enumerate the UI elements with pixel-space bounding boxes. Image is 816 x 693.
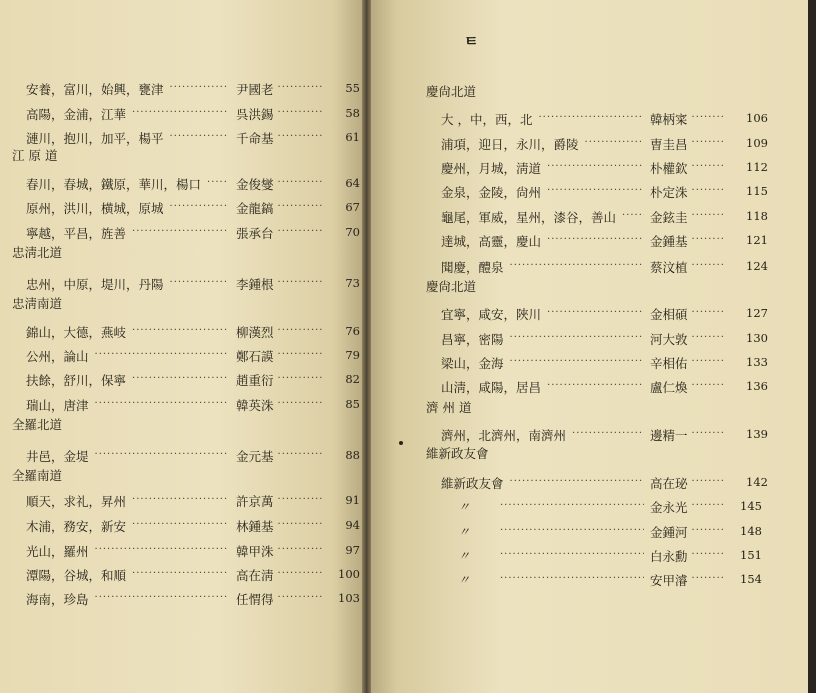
ditto-mark: 〃 [458,500,471,514]
dot-leader [278,325,322,336]
page-number: 136 [746,379,768,393]
page-number: 97 [345,543,360,557]
section-heading: 濟 州 道 [426,400,472,415]
dot-leader [692,234,726,245]
dot-leader [278,544,322,555]
ink-speck [399,441,403,445]
dot-leader [547,380,644,391]
district-list: 聞慶，醴泉 [441,260,504,275]
member-name: 金鍾基 [650,234,688,249]
page-number: 73 [345,276,360,290]
dot-leader [692,260,726,271]
member-name: 金相碩 [650,307,688,322]
dot-leader [692,476,726,487]
page-number: 145 [740,499,762,513]
district-list: 高陽，金浦，江華 [26,107,127,122]
dot-leader [278,519,322,530]
dot-leader [692,112,726,123]
dot-leader [510,332,644,343]
dot-leader [547,234,644,245]
member-name: 安甲濬 [650,573,688,588]
dot-leader [692,137,726,148]
dot-leader [170,82,228,93]
dot-leader [278,131,322,142]
dot-leader [547,307,644,318]
section-heading: 全羅北道 [12,417,63,432]
page-number: 58 [345,106,360,120]
dot-leader [547,161,644,172]
section-heading: 忠淸南道 [12,296,63,311]
dot-leader [500,549,644,560]
district-list: 龜尾，軍威，星州，漆谷，善山 [441,210,617,225]
dot-leader [692,525,726,536]
district-list: 井邑，金堤 [26,449,89,464]
dot-leader [547,185,644,196]
page-number: 85 [345,397,360,411]
member-name: 金元基 [236,449,274,464]
district-list: 昌寧，密陽 [441,332,504,347]
district-list: 浦項，迎日，永川，爵陵 [441,137,579,152]
dot-leader [500,500,644,511]
page-number: 124 [746,259,768,273]
dot-leader [132,226,228,237]
dot-leader [572,428,644,439]
section-heading: 全羅南道 [12,468,63,483]
member-name: 朴權欽 [650,161,688,176]
member-name: 邊精一 [650,428,688,443]
dot-leader [278,349,322,360]
dot-leader [278,494,322,505]
dot-leader [95,398,228,409]
district-list: 光山，羅州 [26,544,89,559]
dot-leader [510,356,644,367]
dot-leader [170,277,228,288]
page-number: 67 [345,200,360,214]
district-list: 山淸，咸陽，居昌 [441,380,542,395]
district-list: 原州，洪川，横城，原城 [26,201,164,216]
page-number: 55 [345,81,360,95]
dot-leader [692,500,726,511]
dot-leader [500,573,644,584]
dot-leader [207,177,228,188]
ditto-mark: 〃 [458,525,471,539]
dot-leader [692,428,726,439]
page-number: 79 [345,348,360,362]
section-heading: 江 原 道 [12,148,58,163]
dot-leader [510,260,644,271]
district-list: 扶餘，舒川，保寧 [26,373,127,388]
dot-leader [132,519,228,530]
member-name: 鄭石謨 [236,349,274,364]
member-name: 金龍鎬 [236,201,274,216]
member-name: 金鉉圭 [650,210,688,225]
dot-leader [510,476,644,487]
dot-leader [132,568,228,579]
page-number: 121 [746,233,768,247]
district-list: 維新政友會 [441,476,504,491]
page-edge [808,0,816,693]
district-list: 忠州，中原，堤川，丹陽 [26,277,164,292]
district-list: 公州，論山 [26,349,89,364]
member-name: 任㥜得 [236,592,274,607]
district-list: 春川，春城，鐵原，華川，楊口 [26,177,202,192]
dot-leader [692,307,726,318]
dot-leader [278,277,322,288]
section-heading: 忠淸北道 [12,245,63,260]
district-list: 安養，富川，始興，甕津 [26,82,164,97]
ditto-mark: 〃 [458,549,471,563]
member-name: 河大敦 [650,332,688,347]
section-heading: 維新政友會 [426,446,489,461]
district-list: 慶州，月城，淸道 [441,161,542,176]
district-list: 金泉，金陵，尙州 [441,185,542,200]
dot-leader [692,549,726,560]
page-number: 142 [746,475,768,489]
dot-leader [95,449,228,460]
book-gutter [362,0,371,693]
dot-leader [278,177,322,188]
district-list: 梁山，金海 [441,356,504,371]
member-name: 高在淸 [236,568,274,583]
district-list: 寧越，平昌，旌善 [26,226,127,241]
page-marker: ㅌ [464,32,479,50]
member-name: 林鍾基 [236,519,274,534]
page-number: 76 [345,324,360,338]
member-name: 許京萬 [236,494,274,509]
page-number: 127 [746,306,768,320]
section-heading: 慶尙北道 [426,279,477,294]
page-number: 64 [345,176,360,190]
page-number: 130 [746,331,768,345]
dot-leader [95,544,228,555]
page-number: 151 [740,548,762,562]
dot-leader [170,131,228,142]
ditto-mark: 〃 [458,573,471,587]
page-number: 118 [746,209,768,223]
dot-leader [132,325,228,336]
dot-leader [278,592,322,603]
dot-leader [278,373,322,384]
dot-leader [692,185,726,196]
member-name: 韓柄寀 [650,112,688,127]
dot-leader [170,201,228,212]
dot-leader [692,332,726,343]
dot-leader [692,161,726,172]
member-name: 金永光 [650,500,688,515]
member-name: 李鍾根 [236,277,274,292]
district-list: 宜寧，咸安，陜川 [441,307,542,322]
dot-leader [692,210,726,221]
page-number: 109 [746,136,768,150]
dot-leader [692,356,726,367]
dot-leader [500,525,644,536]
page-number: 100 [338,567,360,581]
dot-leader [95,592,228,603]
dot-leader [278,201,322,212]
member-name: 尹國老 [236,82,274,97]
page-number: 103 [338,591,360,605]
member-name: 白永勳 [650,549,688,564]
right-page [371,0,808,693]
page-number: 115 [746,184,768,198]
member-name: 金俊燮 [236,177,274,192]
district-list: 潭陽，谷城，和順 [26,568,127,583]
member-name: 辛相佑 [650,356,688,371]
member-name: 柳漢烈 [236,325,274,340]
member-name: 趙重衍 [236,373,274,388]
member-name: 盧仁煥 [650,380,688,395]
member-name: 朴定洙 [650,185,688,200]
dot-leader [585,137,644,148]
member-name: 張承台 [236,226,274,241]
dot-leader [692,380,726,391]
district-list: 順天，求礼，昇州 [26,494,127,509]
district-list: 瑞山，唐津 [26,398,89,413]
page-number: 154 [740,572,762,586]
page-number: 88 [345,448,360,462]
section-heading: 慶尙北道 [426,84,477,99]
dot-leader [95,349,228,360]
dot-leader [278,449,322,460]
member-name: 韓甲洙 [236,544,274,559]
member-name: 千命基 [236,131,274,146]
district-list: 錦山，大德，燕岐 [26,325,127,340]
dot-leader [278,82,322,93]
page-number: 91 [345,493,360,507]
dot-leader [692,573,726,584]
district-list: 木浦，務安，新安 [26,519,127,534]
dot-leader [278,568,322,579]
dot-leader [278,107,322,118]
district-list: 達城，高靈，慶山 [441,234,542,249]
dot-leader [132,494,228,505]
dot-leader [622,210,644,221]
district-list: 濟州，北濟州，南濟州 [441,428,567,443]
page-number: 106 [746,111,768,125]
member-name: 金鍾河 [650,525,688,540]
member-name: 高在珌 [650,476,688,491]
dot-leader [132,107,228,118]
page-number: 94 [345,518,360,532]
district-list: 海南，珍島 [26,592,89,607]
page-number: 148 [740,524,762,538]
member-name: 呉洪錫 [236,107,274,122]
dot-leader [132,373,228,384]
page-number: 82 [345,372,360,386]
district-list: 漣川，抱川，加平，楊平 [26,131,164,146]
page-number: 61 [345,130,360,144]
page-number: 70 [345,225,360,239]
page-number: 133 [746,355,768,369]
member-name: 韓英洙 [236,398,274,413]
member-name: 曺圭昌 [650,137,688,152]
dot-leader [278,398,322,409]
page-number: 139 [746,427,768,441]
dot-leader [278,226,322,237]
district-list: 大 ，中，西，北 [441,112,533,127]
dot-leader [538,112,644,123]
member-name: 蔡汶植 [650,260,688,275]
page-number: 112 [746,160,768,174]
